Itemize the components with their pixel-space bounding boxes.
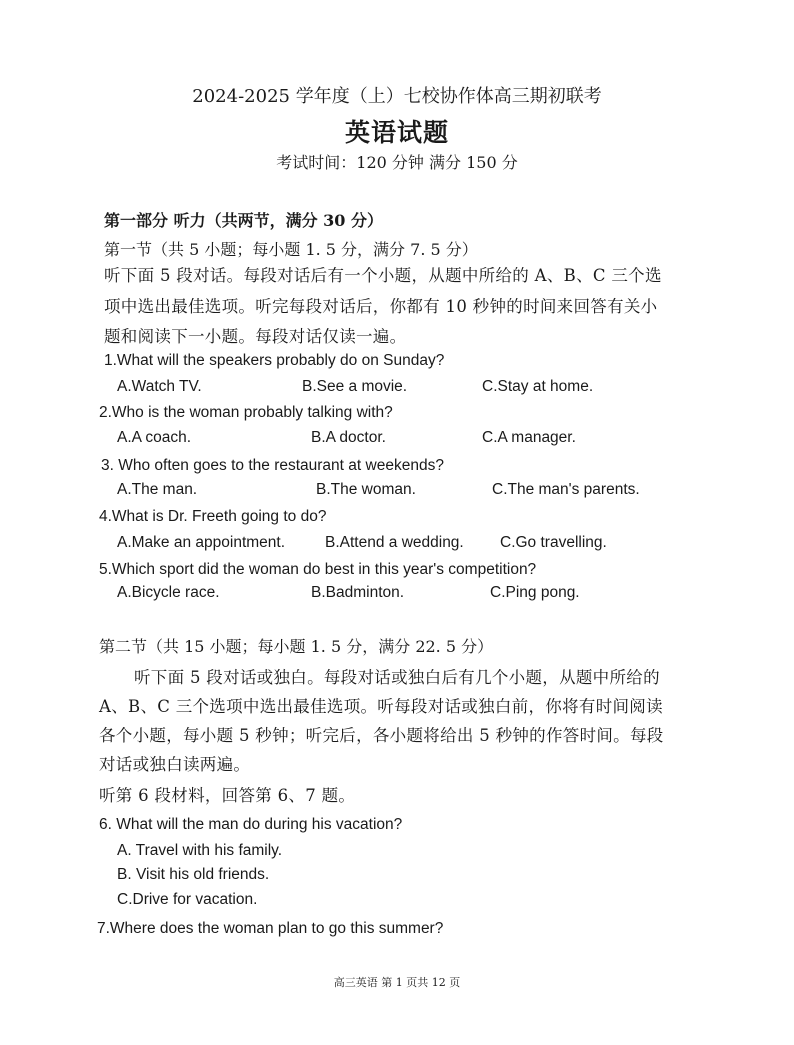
option-a: A.A coach.: [117, 429, 192, 446]
section2-instruction-line: 听下面 5 段对话或独白。每段对话或独白后有几个小题，从题中所给的: [134, 668, 660, 687]
section1-instruction-line: 听下面 5 段对话。每段对话后有一个小题，从题中所给的 A、B、C 三个选: [104, 266, 662, 285]
option-c: C.Go travelling.: [500, 534, 607, 551]
option-b: B. Visit his old friends.: [117, 866, 270, 883]
question-stem: 1.What will the speakers probably do on Sunday?: [104, 352, 445, 369]
section1-instruction-line: 题和阅读下一小题。每段对话仅读一遍。: [104, 327, 407, 346]
exam-line: 2024-2025 学年度（上）七校协作体高三期初联考: [192, 86, 602, 107]
option-b: B.Badminton.: [311, 584, 405, 601]
page-footer: 高三英语 第 1 页共 12 页: [333, 976, 461, 989]
section1-instruction-line: 项中选出最佳选项。听完每段对话后，你都有 10 秒钟的时间来回答有关小: [104, 297, 658, 316]
option-b: B.The woman.: [316, 481, 416, 498]
question-stem: 5.Which sport did the woman do best in this year's competition?: [99, 561, 537, 578]
option-b: B.A doctor.: [311, 429, 386, 446]
option-a: A.The man.: [117, 481, 198, 498]
section2-instruction-line: A、B、C 三个选项中选出最佳选项。听每段对话或独白前，你将有时间阅读: [99, 697, 663, 716]
option-a: A. Travel with his family.: [117, 842, 283, 859]
part1-heading: 第一部分 听力（共两节，满分 30 分）: [104, 211, 383, 230]
question-stem: 4.What is Dr. Freeth going to do?: [99, 508, 327, 525]
option-a: A.Make an appointment.: [117, 534, 286, 551]
option-c: C.Stay at home.: [482, 378, 594, 395]
option-b: B.Attend a wedding.: [325, 534, 464, 551]
option-c: C.Ping pong.: [490, 584, 580, 601]
section2-heading: 第二节（共 15 小题；每小题 1. 5 分，满分 22. 5 分）: [99, 637, 494, 656]
option-a: A.Bicycle race.: [117, 584, 220, 601]
option-c: C.A manager.: [482, 429, 576, 446]
question-stem: 7.Where does the woman plan to go this summer?: [97, 920, 444, 937]
exam-info: 考试时间：120 分钟 满分 150 分: [276, 153, 518, 172]
section2-instruction-line: 各个小题，每小题 5 秒钟；听完后，各小题将给出 5 秒钟的作答时间。每段: [99, 726, 664, 745]
option-b: B.See a movie.: [302, 378, 408, 395]
option-a: A.Watch TV.: [117, 378, 202, 395]
section1-heading: 第一节（共 5 小题；每小题 1. 5 分，满分 7. 5 分）: [104, 240, 478, 259]
subject-title: 英语试题: [344, 118, 449, 147]
option-c: C.The man's parents.: [492, 481, 640, 498]
question-stem: 3. Who often goes to the restaurant at weekends?: [101, 457, 444, 474]
section2-instruction-line: 对话或独白读两遍。: [99, 755, 251, 774]
question-stem: 2.Who is the woman probably talking with?: [99, 404, 393, 421]
option-c: C.Drive for vacation.: [117, 891, 258, 908]
question-stem: 6. What will the man do during his vacation?: [99, 816, 403, 833]
material-note: 听第 6 段材料，回答第 6、7 题。: [99, 786, 356, 805]
